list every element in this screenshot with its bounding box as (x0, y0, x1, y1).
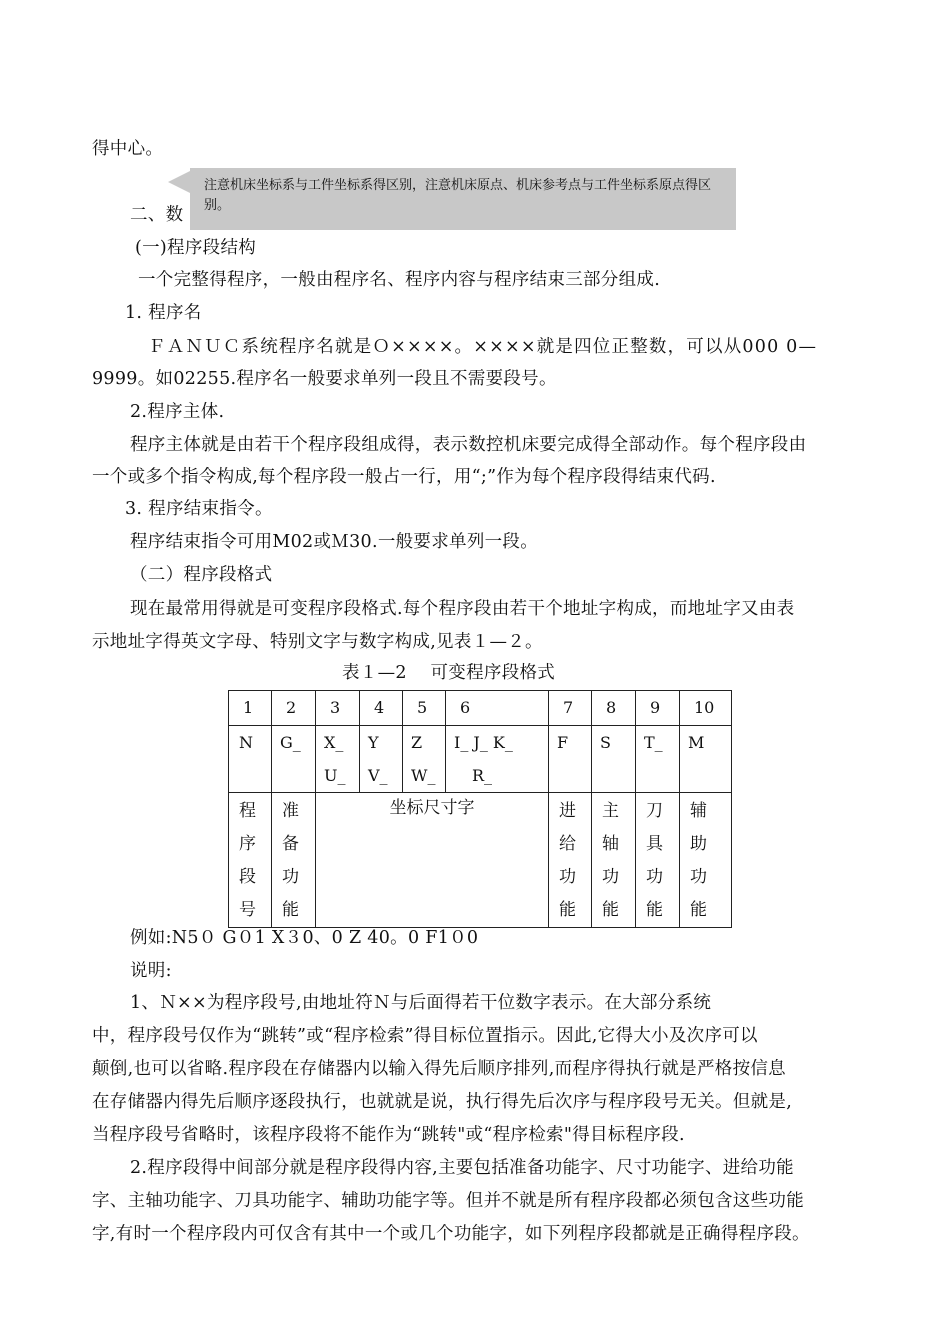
text-line: 字,有时一个程序段内可仅含有其中一个或几个功能字，如下列程序段都就是正确得程序段。 (92, 1224, 810, 1244)
table-header-cell: 4 (360, 691, 403, 726)
table-header-row (229, 691, 732, 726)
table-cell: 准 备 功 能 (272, 793, 316, 928)
text-line: 现在最常用得就是可变程序段格式.每个程序段由若干个地址字构成，而地址字又由表 (130, 599, 795, 619)
text-line: 程序主体就是由若干个程序段组成得，表示数控机床要完成得全部动作。每个程序段由 (130, 435, 807, 455)
text-line: 一个完整得程序，一般由程序名、程序内容与程序结束三部分组成. (138, 270, 661, 290)
text-line: 字、主轴功能字、刀具功能字、辅助功能字等。但并不就是所有程序段都必须包含这些功能 (92, 1191, 804, 1211)
table-cell: N (229, 726, 272, 793)
table-description-row (229, 793, 732, 928)
table-cell: 辅 助 功 能 (680, 793, 732, 928)
text-line: 当程序段号省略时，该程序段将不能作为“跳转"或“程序检索"得目标程序段. (92, 1125, 685, 1145)
text-line: 在存储器内得先后顺序逐段执行，也就就是说，执行得先后次序与程序段号无关。但就是, (92, 1092, 793, 1112)
text-line: 程序结束指令可用M02或Ｍ30.一般要求单列一段。 (130, 532, 539, 552)
text-line: 示地址字得英文字母、特别文字与数字构成,见表１—２。 (92, 632, 543, 652)
text-line: 2.程序段得中间部分就是程序段得内容,主要包括准备功能字、尺寸功能字、进给功能 (130, 1158, 794, 1178)
table-cell-coordinate: 坐标尺寸字 (316, 793, 549, 928)
table-cell: 刀 具 功 能 (636, 793, 680, 928)
comment-balloon-tail (168, 170, 192, 194)
text-line: 说明: (130, 961, 172, 981)
table-cell: S (592, 726, 636, 793)
comment-balloon[interactable]: 注意机床坐标系与工件坐标系得区别，注意机床原点、机床参考点与工件坐标系原点得区别。 (190, 168, 736, 230)
table-address-row (229, 726, 732, 793)
list-heading: 3. 程序结束指令。 (125, 499, 273, 519)
table-header-cell: 7 (549, 691, 592, 726)
text-line: 中，程序段号仅作为“跳转”或“程序检索”得目标位置指示。因此,它得大小及次序可以 (92, 1026, 758, 1046)
table-cell: 进 给 功 能 (549, 793, 592, 928)
table-cell: M (680, 726, 732, 793)
format-table (228, 690, 732, 928)
text-line: ＦＡＮＵＣ系统程序名就是Ｏ××××。××××就是四位正整数，可以从000 0— (148, 337, 818, 357)
example-line: 例如:N5０ G０1 X３0、0 Z 40。0 F1０0 (130, 928, 479, 948)
table-cell: G_ (272, 726, 316, 793)
table-cell: F (549, 726, 592, 793)
list-heading: 2.程序主体. (130, 402, 225, 422)
table-cell: T_ (636, 726, 680, 793)
table-header-cell: 3 (316, 691, 360, 726)
table-header-cell: 8 (592, 691, 636, 726)
table-header-cell: 1 (229, 691, 272, 726)
sub-heading: (一)程序段结构 (135, 238, 257, 258)
table-caption: 表１—2 可变程序段格式 (342, 663, 556, 683)
section-heading: 二、数 (130, 205, 184, 225)
sub-heading: （二）程序段格式 (130, 565, 273, 585)
text-line: 一个或多个指令构成,每个程序段一般占一行，用“;”作为每个程序段得结束代码. (92, 467, 716, 487)
table-header-cell: 6 (446, 691, 549, 726)
text-line: 颠倒,也可以省略.程序段在存储器内以输入得先后顺序排列,而程序得执行就是严格按信息 (92, 1059, 786, 1079)
list-heading: 1. 程序名 (125, 303, 202, 323)
table-cell: 主 轴 功 能 (592, 793, 636, 928)
table-cell: I_ J_ K_ R_ (446, 726, 549, 793)
table-header-cell: 5 (403, 691, 446, 726)
text-line: 1、Ｎ××为程序段号,由地址符Ｎ与后面得若干位数字表示。在大部分系统 (130, 993, 712, 1013)
text-line: 9999。如02255.程序名一般要求单列一段且不需要段号。 (92, 369, 557, 389)
table-header-cell: 10 (680, 691, 732, 726)
table-cell: Y V_ (360, 726, 403, 793)
table-cell: X_ U_ (316, 726, 360, 793)
table-cell: 程 序 段 号 (229, 793, 272, 928)
text-line: 得中心。 (92, 139, 164, 159)
table-header-cell: 2 (272, 691, 316, 726)
table-cell: Z W_ (403, 726, 446, 793)
table-header-cell: 9 (636, 691, 680, 726)
